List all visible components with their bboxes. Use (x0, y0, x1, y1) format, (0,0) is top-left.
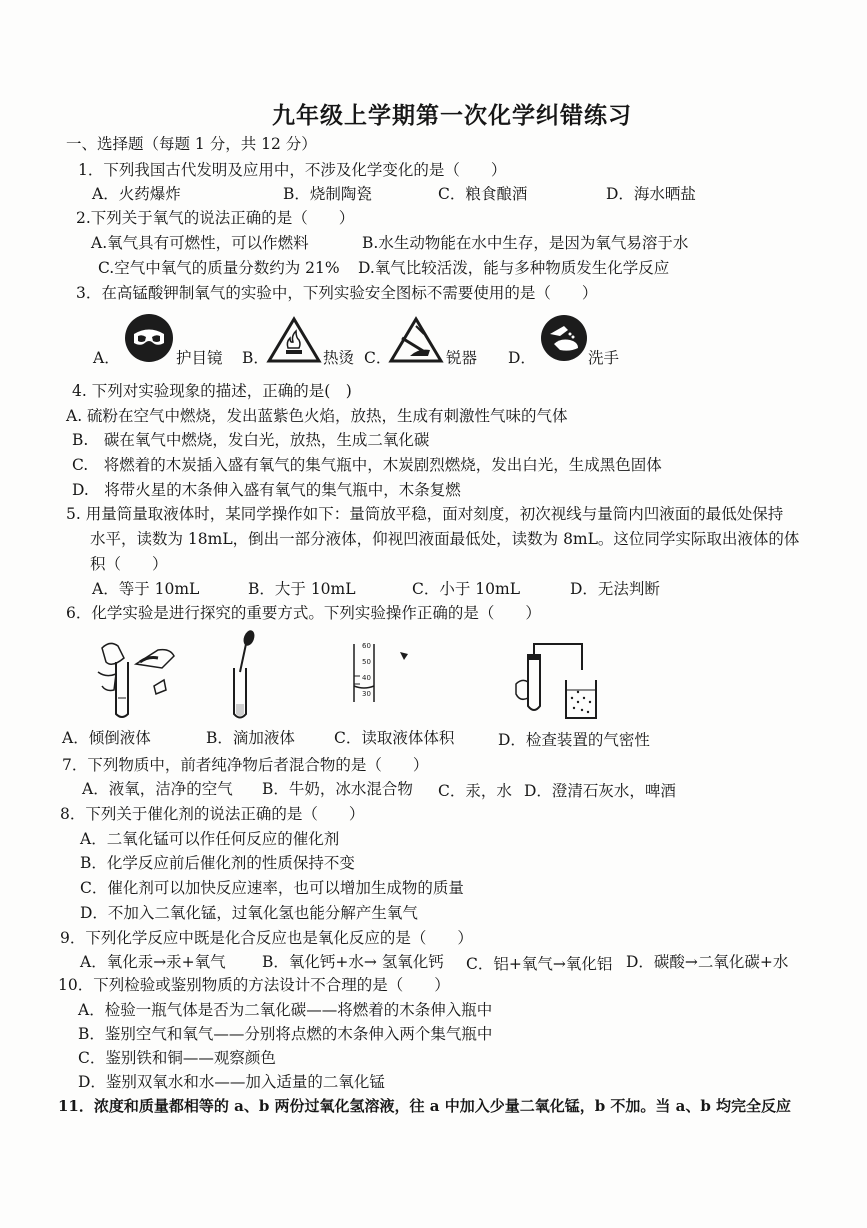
q6-option-d[interactable]: D．检查装置的气密性 (498, 731, 650, 749)
question-5-stem-line3: 积（ ） (90, 555, 168, 573)
scale-tick-60: 60 (362, 642, 371, 650)
q5-option-c[interactable]: C．小于 10mL (412, 580, 521, 598)
q2-option-c[interactable]: C.空气中氧气的质量分数约为 21% (98, 259, 340, 277)
scale-tick-40: 40 (362, 674, 371, 682)
question-8-stem: 8．下列关于催化剂的说法正确的是（ ） (60, 805, 365, 823)
question-11-stem: 11．浓度和质量都相等的 a、b 两份过氧化氢溶液，往 a 中加入少量二氧化锰，b 不加。当 a、b 均完全反应 (58, 1097, 792, 1115)
question-10-stem: 10．下列检验或鉴别物质的方法设计不合理的是（ ） (58, 976, 450, 994)
sharp-object-icon (388, 316, 444, 364)
q9-option-b[interactable]: B．氧化钙+水→ 氢氧化钙 (262, 953, 444, 971)
q3-letter-c[interactable]: C． (364, 349, 392, 367)
scale-tick-50: 50 (362, 658, 371, 666)
question-9-stem: 9．下列化学反应中既是化合反应也是氧化反应的是（ ） (60, 929, 473, 947)
section-heading: 一、选择题（每题 1 分，共 12 分） (66, 135, 317, 153)
dropper-diagram (228, 628, 258, 722)
q3-letter-d[interactable]: D． (508, 349, 536, 367)
q2-option-b[interactable]: B.水生动物能在水中生存，是因为氧气易溶于水 (362, 234, 689, 252)
q7-option-c[interactable]: C．汞，水 (438, 782, 512, 800)
q9-option-a[interactable]: A．氧化汞→汞+氧气 (80, 953, 226, 971)
q7-option-b[interactable]: B．牛奶，冰水混合物 (262, 780, 413, 798)
q3-label-b: 热烫 (323, 349, 355, 367)
q10-option-d[interactable]: D．鉴别双氧水和水——加入适量的二氧化锰 (78, 1073, 385, 1091)
q3-label-c: 锐器 (446, 349, 478, 367)
q3-label-d: 洗手 (588, 349, 620, 367)
q3-letter-b[interactable]: B． (242, 349, 269, 367)
q8-option-c[interactable]: C．催化剂可以加快反应速率，也可以增加生成物的质量 (80, 879, 464, 897)
q9-option-c[interactable]: C．铝+氧气→氧化铝 (466, 955, 613, 973)
q4-option-d[interactable]: D. 将带火星的木条伸入盛有氧气的集气瓶中，木条复燃 (72, 481, 461, 499)
q8-option-d[interactable]: D．不加入二氧化锰，过氧化氢也能分解产生氧气 (80, 904, 418, 922)
airtightness-check-diagram (512, 640, 598, 722)
q4-option-a[interactable]: A. 硫粉在空气中燃烧，发出蓝紫色火焰，放热，生成有刺激性气味的气体 (66, 407, 568, 425)
q5-option-a[interactable]: A．等于 10mL (92, 580, 200, 598)
hand-wash-icon (540, 314, 588, 362)
q3-letter-a[interactable]: A． (93, 349, 120, 367)
q1-option-c[interactable]: C．粮食酿酒 (438, 185, 528, 203)
q8-option-a[interactable]: A．二氧化锰可以作任何反应的催化剂 (80, 830, 340, 848)
q4-option-b[interactable]: B. 碳在氧气中燃烧，发白光，放热，生成二氧化碳 (72, 431, 430, 449)
q5-option-b[interactable]: B．大于 10mL (248, 580, 356, 598)
question-5-stem-line2: 水平，读数为 18mL，倒出一部分液体，仰视凹液面最低处，读数为 8mL。这位同学实际取出液体的体 (90, 530, 800, 548)
graduated-cylinder-diagram (338, 640, 422, 704)
goggles-icon (124, 313, 174, 363)
q1-option-b[interactable]: B．烧制陶瓷 (283, 185, 372, 203)
question-5-stem-line1: 5. 用量筒量取液体时，某同学操作如下：量筒放平稳，面对刻度，初次视线与量筒内凹液面的最低处保持 (66, 505, 784, 523)
q10-option-c[interactable]: C．鉴别铁和铜——观察颜色 (78, 1049, 276, 1067)
question-4-stem: 4. 下列对实验现象的描述，正确的是( ) (72, 382, 352, 400)
q9-option-d[interactable]: D．碳酸→二氧化碳+水 (626, 953, 789, 971)
question-2-stem: 2.下列关于氧气的说法正确的是（ ） (76, 209, 355, 227)
q4-option-c[interactable]: C. 将燃着的木炭插入盛有氧气的集气瓶中，木炭剧烈燃烧，发出白光，生成黑色固体 (72, 456, 662, 474)
q7-option-d[interactable]: D．澄清石灰水，啤酒 (524, 782, 676, 800)
page-title: 九年级上学期第一次化学纠错练习 (272, 102, 632, 129)
question-1-stem: 1．下列我国古代发明及应用中，不涉及化学变化的是（ ） (78, 161, 507, 179)
q1-option-a[interactable]: A．火药爆炸 (92, 185, 181, 203)
question-6-stem: 6．化学实验是进行探究的重要方式。下列实验操作正确的是（ ） (66, 604, 541, 622)
q1-option-d[interactable]: D．海水晒盐 (606, 185, 696, 203)
q10-option-a[interactable]: A．检验一瓶气体是否为二氧化碳——将燃着的木条伸入瓶中 (78, 1001, 493, 1019)
q6-option-a[interactable]: A．倾倒液体 (62, 729, 151, 747)
q2-option-d[interactable]: D.氧气比较活泼，能与多种物质发生化学反应 (358, 259, 670, 277)
q7-option-a[interactable]: A．液氧，洁净的空气 (82, 780, 233, 798)
q6-option-b[interactable]: B．滴加液体 (206, 729, 295, 747)
question-7-stem: 7．下列物质中，前者纯净物后者混合物的是（ ） (62, 756, 429, 774)
pouring-liquid-diagram (96, 628, 186, 720)
q6-option-c[interactable]: C．读取液体体积 (334, 729, 455, 747)
q5-option-d[interactable]: D．无法判断 (570, 580, 660, 598)
q2-option-a[interactable]: A.氧气具有可燃性，可以作燃料 (91, 234, 309, 252)
q10-option-b[interactable]: B．鉴别空气和氧气——分别将点燃的木条伸入两个集气瓶中 (78, 1025, 493, 1043)
scale-tick-30: 30 (362, 690, 371, 698)
q8-option-b[interactable]: B．化学反应前后催化剂的性质保持不变 (80, 854, 355, 872)
question-3-stem: 3．在高锰酸钾制氧气的实验中，下列实验安全图标不需要使用的是（ ） (76, 284, 598, 302)
hot-surface-icon (266, 316, 322, 364)
q3-label-a: 护目镜 (176, 349, 223, 367)
